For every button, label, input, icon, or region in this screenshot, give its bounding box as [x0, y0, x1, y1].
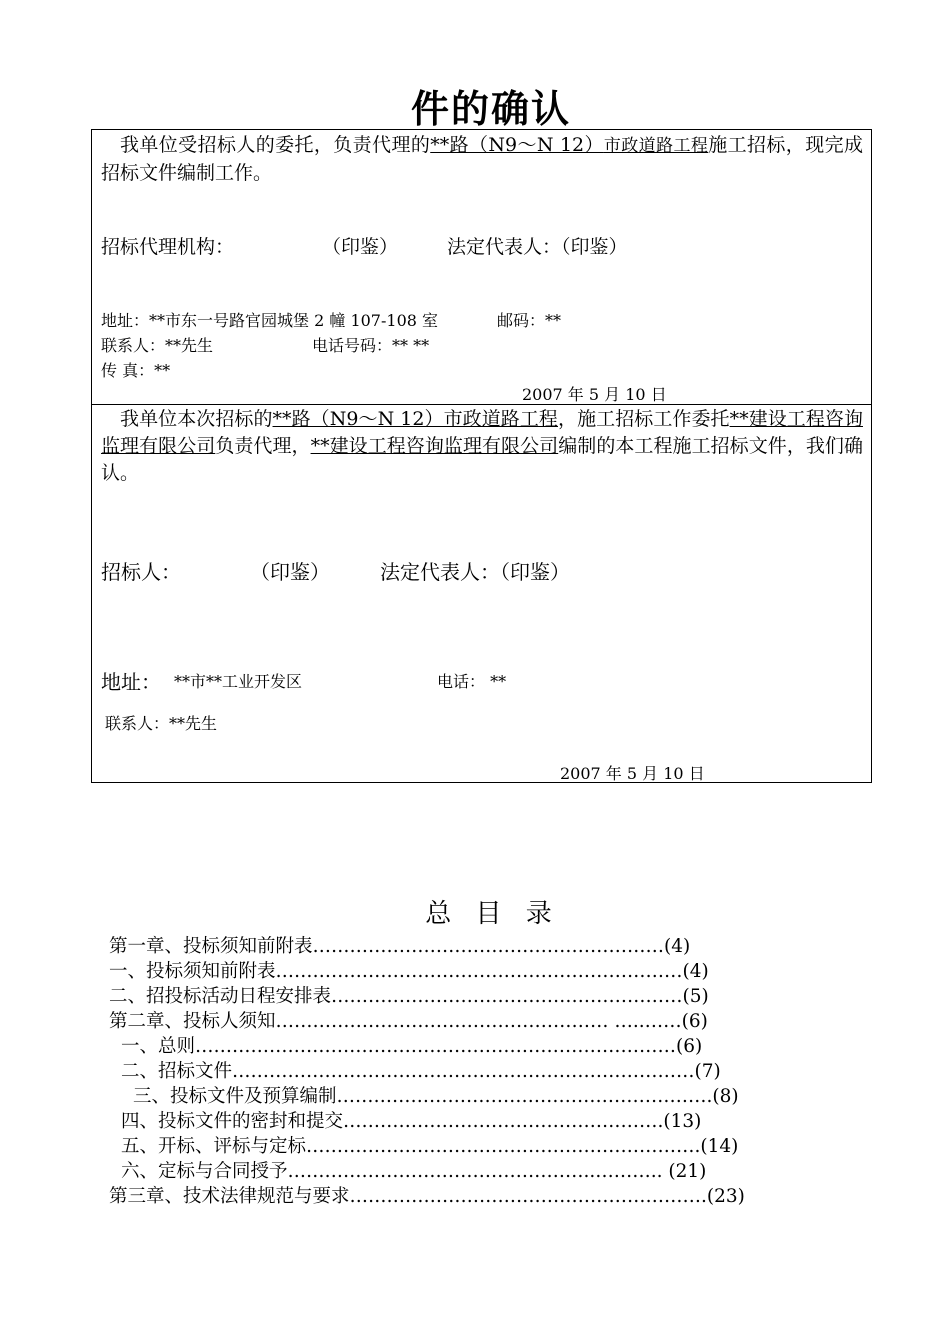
- toc-item[interactable]: 四、投标文件的密封和提交…………………………………………….(13): [121, 1111, 702, 1132]
- agency-postcode: 邮码：**: [497, 311, 562, 330]
- toc-item[interactable]: 三、投标文件及预算编制…………………………………………………….(8): [133, 1086, 739, 1107]
- tenderer-contact: 联系人：**先生: [105, 714, 218, 733]
- toc-item[interactable]: 五、开标、评标与定标……………………………………………………….(14): [121, 1136, 739, 1157]
- toc-item[interactable]: 第二章、投标人须知……………………………………………… …..……(6): [109, 1011, 708, 1032]
- tenderer-date: 2007 年 5 月 10 日: [560, 764, 705, 783]
- agency-statement-intro: 我单位受招标人的委托，负责代理的: [120, 134, 431, 156]
- toc-item[interactable]: 一、投标须知前附表…………………………………………………………(4): [109, 961, 709, 982]
- page-title: 件的确认: [410, 87, 571, 131]
- agency-fax: 传 真：**: [101, 361, 171, 380]
- toc-item[interactable]: 一、总则……………………………………………………………………(6): [121, 1036, 703, 1057]
- agency-statement: [101, 132, 863, 187]
- tenderer-confirmation-box: [91, 404, 872, 783]
- tenderer-statement: [101, 406, 863, 487]
- tenderer-legal-rep: 法定代表人：（印鉴）: [380, 560, 570, 584]
- tenderer-statement-mid2: 负责代理，: [215, 435, 311, 457]
- agency-seal: （印鉴）: [322, 236, 399, 258]
- toc-item[interactable]: 六、定标与合同授予…………………………………………..……….. (21): [121, 1161, 707, 1182]
- tenderer-statement-end: 编制的本工程施工招标文件，我们确认。: [101, 435, 863, 484]
- toc-item[interactable]: 第三章、技术法律规范与要求………………………………………………….(23): [109, 1186, 745, 1207]
- tenderer-address: **市**工业开发区: [174, 672, 303, 691]
- toc-item[interactable]: 二、招投标活动日程安排表…………………………………………………(5): [109, 986, 709, 1007]
- toc-title: 总 目 录: [425, 899, 560, 929]
- tenderer-statement-mid: ，施工招标工作委托: [558, 408, 730, 430]
- project-name: **路（N9～N 12）: [430, 134, 604, 156]
- tenderer-phone: 电话： **: [437, 672, 507, 691]
- agency-legal-rep: 法定代表人：（印鉴）: [447, 236, 628, 258]
- agency-contact: 联系人：**先生: [101, 336, 214, 355]
- tenderer-address-label: 地址：: [101, 670, 161, 694]
- tenderer-label: 招标人：: [101, 560, 181, 584]
- tenderer-seal: （印鉴）: [250, 560, 330, 584]
- agency-statement-end: 施工招标，现完成招标文件编制工作。: [101, 134, 863, 184]
- tenderer-statement-intro: 我单位本次招标的: [120, 408, 273, 430]
- agency-company-2: **建设工程咨询监理有限公司: [310, 435, 559, 457]
- agency-label: 招标代理机构：: [101, 236, 235, 258]
- toc-item[interactable]: 第一章、投标须知前附表…………………………………………………(4): [109, 936, 691, 957]
- tenderer-project: **路（N9～N 12）市政道路工程: [272, 408, 558, 430]
- agency-phone: 电话号码：** **: [312, 336, 430, 355]
- toc-item[interactable]: 二、招标文件…………………………………………………………………(7): [121, 1061, 721, 1082]
- agency-company-1: **建设工程咨询监理有限公司: [101, 408, 863, 457]
- agency-address: 地址：**市东一号路官园城堡 2 幢 107-108 室: [101, 311, 439, 330]
- project-road: 市政道路工程: [603, 136, 709, 156]
- agency-date: 2007 年 5 月 10 日: [522, 385, 667, 404]
- agency-confirmation-box: [91, 129, 872, 405]
